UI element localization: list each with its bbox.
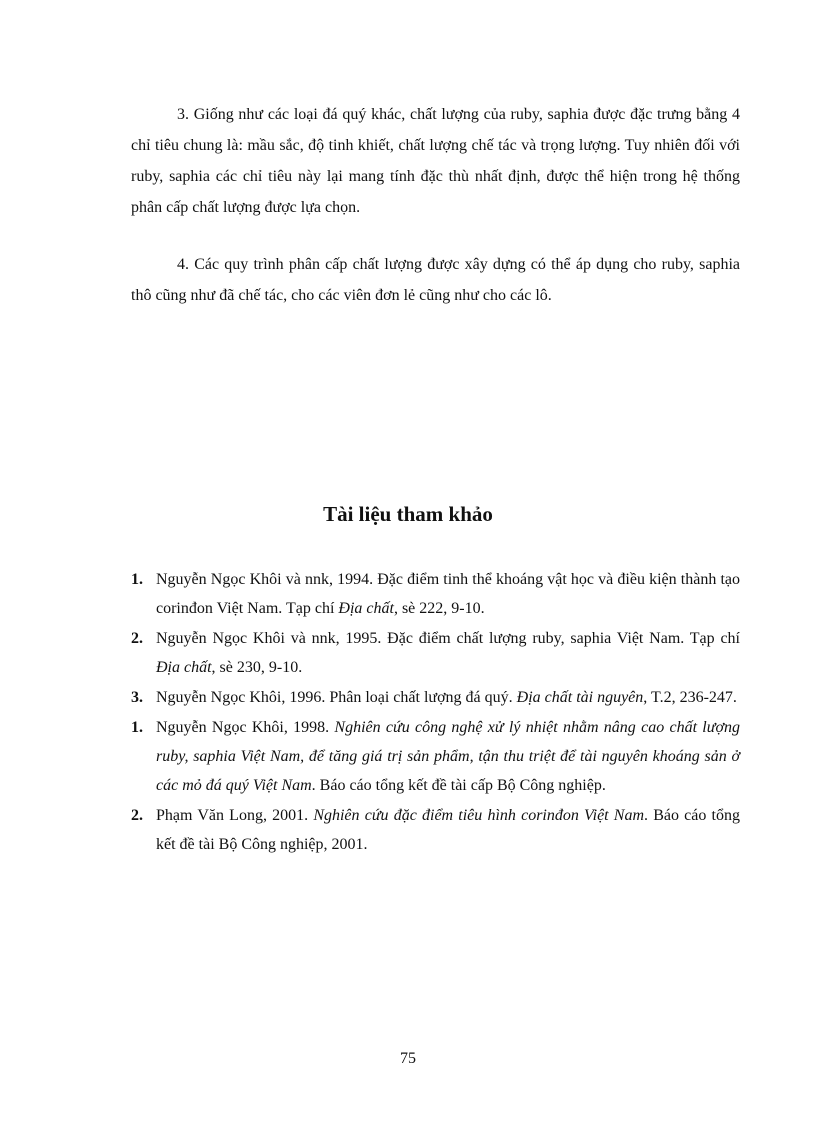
reference-details: , T.2, 236-247.	[643, 689, 737, 706]
page-number: 75	[400, 1050, 416, 1067]
paragraph-3: 3. Giống như các loại đá quý khác, chất lượng của ruby, saphia được đặc trưng bằng 4 chỉ tiêu chung là: mầu sắc, độ tinh khiết, chất lượng chế tác và trọng lượng. Tuy nhiên đối với ruby, saphia các chỉ tiêu này lại mang tính đặc thù nhất định, được thể hiện trong hệ thống phân cấp chất lượng được lựa chọn.	[131, 106, 740, 216]
reference-number: 2.	[131, 807, 143, 824]
reference-number: 1.	[131, 719, 143, 736]
reference-item	[131, 683, 740, 712]
reference-source-title: Địa chất tài nguyên	[516, 689, 644, 706]
reference-number: 1.	[131, 571, 143, 588]
reference-text: Nguyễn Ngọc Khôi và nnk, 1994. Đặc điểm tinh thể khoáng vật học và điều kiện thành tạo corinđon Việt Nam. Tạp chí	[156, 571, 740, 617]
reference-item	[131, 624, 740, 682]
reference-source-title: Nghiên cứu đặc điểm tiêu hình corinđon Việt Nam	[313, 807, 645, 824]
reference-details: . Báo cáo tổng kết đề tài cấp Bộ Công nghiệp.	[311, 777, 606, 794]
reference-item	[131, 565, 740, 623]
references-list	[131, 565, 740, 860]
reference-source-title: Địa chất	[156, 659, 212, 676]
reference-details: . Báo cáo tổng kết đề tài Bộ Công nghiệp, 2001.	[156, 807, 740, 853]
reference-source-title: Nghiên cứu công nghệ xử lý nhiệt nhằm nâng cao chất lượng ruby, saphia Việt Nam, để tăng giá trị sản phẩm, tận thu triệt để tài nguyên khoáng sản ở các mỏ đá quý Việt Nam	[156, 719, 741, 794]
reference-text: Nguyễn Ngọc Khôi, 1996. Phân loại chất lượng đá quý.	[156, 689, 517, 706]
reference-text: Nguyễn Ngọc Khôi và nnk, 1995. Đặc điểm chất lượng ruby, saphia Việt Nam. Tạp chí	[156, 630, 740, 647]
reference-text: Phạm Văn Long, 2001.	[156, 807, 314, 824]
reference-item	[131, 801, 740, 859]
reference-number: 3.	[131, 689, 143, 706]
reference-source-title: Địa chất	[338, 600, 394, 617]
references-heading: Tài liệu tham khảo	[323, 502, 493, 526]
reference-details: , sè 222, 9-10.	[393, 600, 485, 617]
reference-details: , sè 230, 9-10.	[211, 659, 303, 676]
reference-item	[131, 713, 740, 800]
paragraph-4: 4. Các quy trình phân cấp chất lượng được xây dựng có thể áp dụng cho ruby, saphia thô cũng như đã chế tác, cho các viên đơn lẻ cũng như cho các lô.	[131, 256, 740, 304]
reference-number: 2.	[131, 630, 143, 647]
reference-text: Nguyễn Ngọc Khôi, 1998.	[156, 719, 335, 736]
